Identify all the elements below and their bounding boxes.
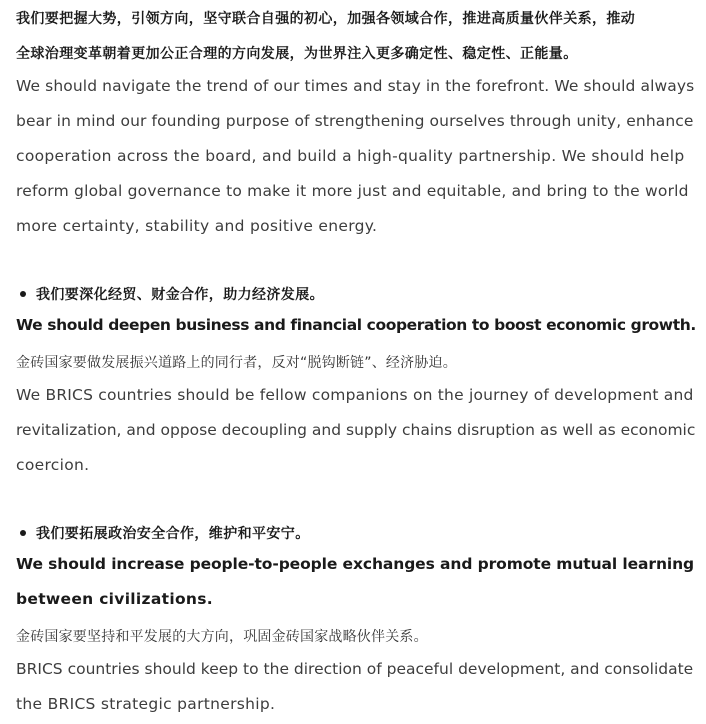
section-1-bullet-text: 我们要深化经贸、财金合作，助力经济发展。 — [36, 287, 324, 303]
section-1-body-zh: 金砖国家要做发展振兴道路上的同行者，反对“脱钩断链”、经济胁迫。 — [16, 355, 457, 371]
section-1-body-en-line-1: We BRICS countries should be fellow companions on the journey of development and — [16, 386, 694, 404]
bullet-dot-icon — [20, 530, 26, 536]
intro-zh-line-1: 我们要把握大势，引领方向，坚守联合自强的初心，加强各领域合作，推进高质量伙伴关系，推动 — [16, 11, 636, 27]
section-1-body-en-line-2: revitalization, and oppose decoupling and supply chains disruption as well as economic — [16, 421, 696, 439]
intro-en-line-2: bear in mind our founding purpose of strengthening ourselves through unity, enhance — [16, 112, 694, 130]
section-2-bullet — [16, 523, 310, 543]
intro-en-line-5: more certainty, stability and positive energy. — [16, 217, 378, 235]
section-1-heading-en-line-1: We should deepen business and financial cooperation to boost economic growth. — [16, 316, 696, 334]
intro-en-line-4: reform global governance to make it more just and equitable, and bring to the world — [16, 182, 689, 200]
section-2-heading-en-line-2: between civilizations. — [16, 590, 213, 608]
intro-en-line-3: cooperation across the board, and build a high-quality partnership. We should help — [16, 147, 685, 165]
section-2-heading-en-line-1: We should increase people-to-people exchanges and promote mutual learning — [16, 555, 695, 573]
section-1-body-en-line-3: coercion. — [16, 456, 90, 474]
bullet-dot-icon — [20, 291, 26, 297]
section-1-bullet — [16, 284, 324, 304]
section-2-body-en-line-1: BRICS countries should keep to the direction of peaceful development, and consolidate — [16, 660, 694, 678]
section-2-bullet-text: 我们要拓展政治安全合作，维护和平安宁。 — [36, 526, 310, 542]
intro-zh-line-2: 全球治理变革朝着更加公正合理的方向发展，为世界注入更多确定性、稳定性、正能量。 — [16, 46, 578, 62]
section-2-body-en-line-2: the BRICS strategic partnership. — [16, 695, 276, 713]
section-2-body-zh: 金砖国家要坚持和平发展的大方向，巩固金砖国家战略伙伴关系。 — [16, 629, 428, 645]
intro-en-line-1: We should navigate the trend of our times and stay in the forefront. We should always — [16, 77, 695, 95]
